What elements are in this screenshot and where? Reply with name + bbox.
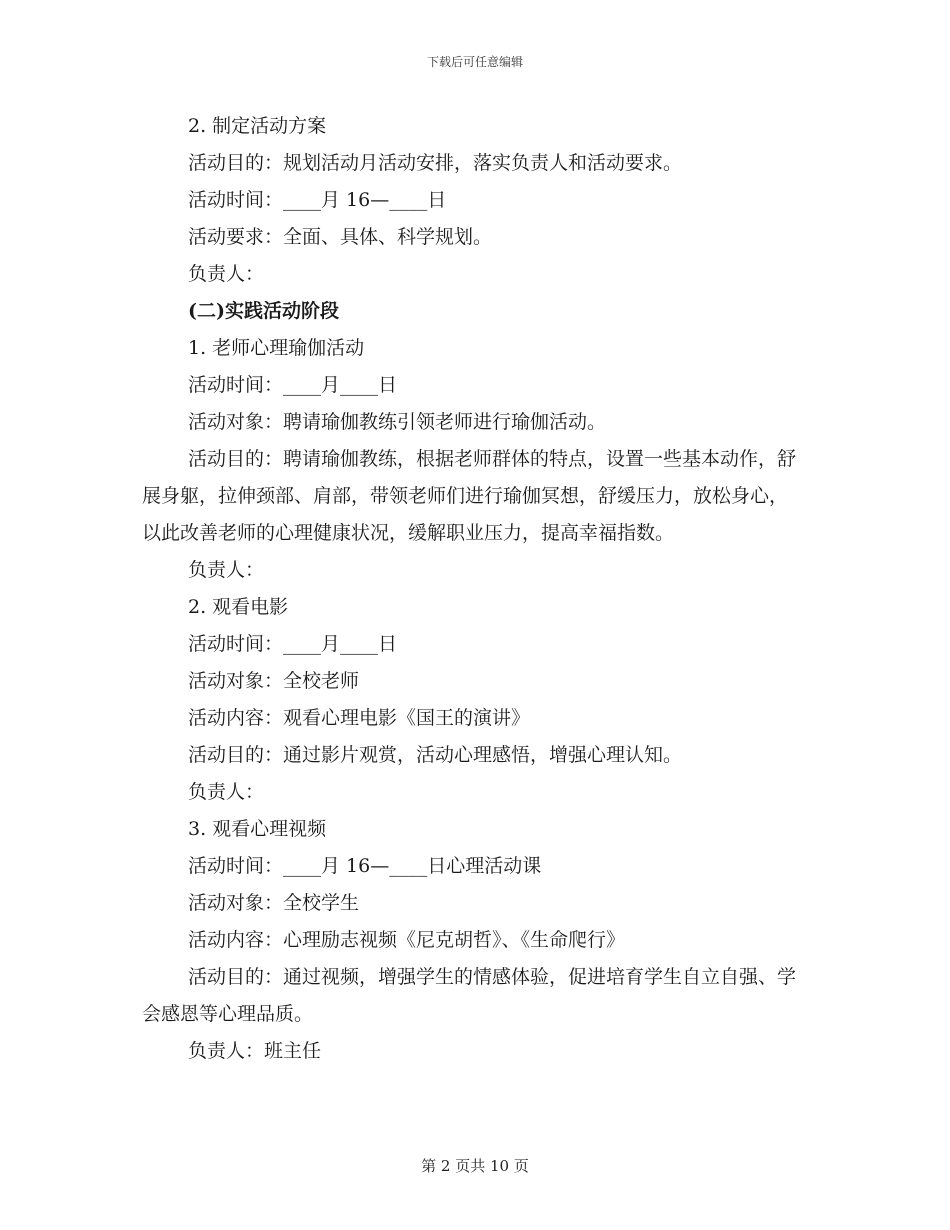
document-body [142, 108, 798, 1070]
paragraph: 活动对象：聘请瑜伽教练引领老师进行瑜伽活动。 [188, 411, 607, 433]
paragraph: 活动内容：心理励志视频《尼克胡哲》、《生命爬行》 [188, 929, 626, 951]
paragraph: 活动内容：观看心理电影《国王的演讲》 [188, 707, 531, 729]
paragraph: 活动目的：聘请瑜伽教练，根据老师群体的特点，设置一些基本动作，舒展身躯，拉伸颈部、肩部，带领老师们进行瑜伽冥想，舒缓压力，放松身心，以此改善老师的心理健康状况，缓解职业压力，提高幸福指数。 [142, 448, 797, 544]
paragraph: 活动要求：全面、具体、科学规划。 [188, 226, 493, 248]
paragraph: 负责人： [188, 781, 265, 803]
paragraph: 负责人：班主任 [188, 1040, 322, 1062]
section-heading: (二)实践活动阶段 [188, 300, 339, 322]
paragraph: 活动时间：____月____日 [188, 374, 398, 396]
page-header: 下载后可任意编辑 [426, 55, 523, 69]
page-footer: 第 2 页共 10 页 [421, 1157, 529, 1175]
paragraph: 活动目的：通过视频，增强学生的情感体验，促进培育学生自立自强、学会感恩等心理品质。 [142, 966, 797, 1025]
paragraph: 活动时间：____月 16—____日心理活动课 [188, 855, 542, 877]
paragraph: 活动对象：全校老师 [188, 670, 360, 692]
paragraph: 活动目的：规划活动月活动安排，落实负责人和活动要求。 [188, 152, 683, 174]
paragraph: 活动时间：____月 16—____日 [188, 189, 447, 211]
subsection-title: 2. 制定活动方案 [188, 115, 327, 137]
paragraph: 活动对象：全校学生 [188, 892, 360, 914]
paragraph: 活动目的：通过影片观赏，活动心理感悟，增强心理认知。 [188, 744, 683, 766]
subsection-title: 3. 观看心理视频 [188, 818, 327, 840]
paragraph: 负责人： [188, 559, 265, 581]
subsection-title: 1. 老师心理瑜伽活动 [188, 337, 365, 359]
subsection-title: 2. 观看电影 [188, 596, 289, 618]
paragraph: 活动时间：____月____日 [188, 633, 398, 655]
paragraph: 负责人： [188, 263, 265, 285]
